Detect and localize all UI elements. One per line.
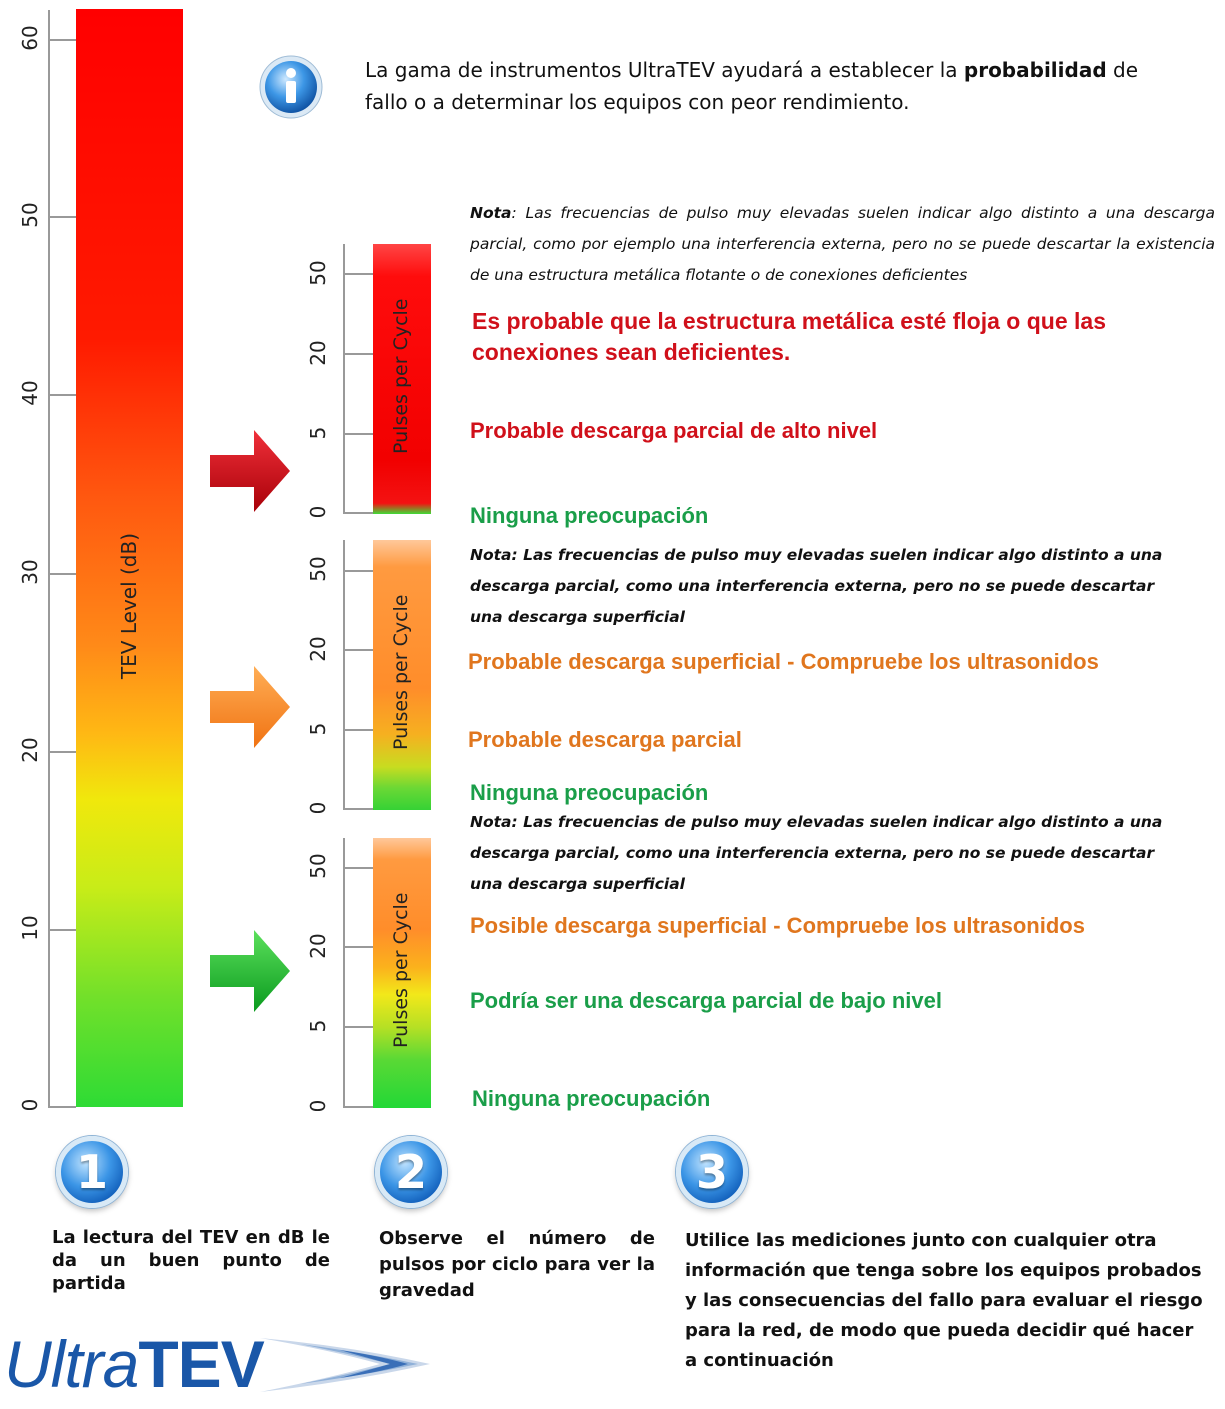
pulse-tick: [343, 570, 373, 572]
pulse-tick: [343, 353, 373, 355]
pulse-tick-label: 0: [306, 505, 330, 519]
pulse-tick: [343, 1026, 373, 1028]
orange-arrow-icon: [208, 664, 292, 750]
tev-tick-40: [48, 394, 76, 396]
red-arrow-icon: [208, 428, 292, 514]
step-3-text: Utilice las mediciones junto con cualquier otra información que tenga sobre los equipos probados y las consecuencias del fallo para evaluar el riesgo para la red, de modo que pueda decidir qué hacer a continuación: [685, 1230, 1203, 1371]
high-line-3: Ninguna preocupación: [470, 503, 709, 528]
low-line-1: Posible descarga superficial - Compruebe los ultrasonidos: [470, 913, 1085, 938]
pulse-tick-label: 20: [306, 340, 330, 366]
pulse-tick-label: 0: [306, 801, 330, 815]
pulse-tick: [343, 729, 373, 731]
step-1-text: La lectura del TEV en dB le da un buen punto de partida: [52, 1227, 330, 1294]
low-line-2: Podría ser una descarga parcial de bajo nivel: [470, 988, 942, 1013]
tev-tick-50: [48, 216, 76, 218]
pulse-tick-label: 5: [306, 1019, 330, 1033]
pulse-tick: [343, 808, 373, 810]
tev-tick-label-50: 50: [18, 202, 42, 228]
pulse-bar-label: Pulses per Cycle: [390, 594, 412, 750]
tev-tick-30: [48, 573, 76, 575]
tev-tick-20: [48, 751, 76, 753]
tev-tick-label-60: 60: [18, 25, 42, 51]
pulse-axis-line: [343, 244, 345, 514]
pulse-tick-label: 50: [306, 853, 330, 879]
step-2-icon: 2: [375, 1136, 447, 1208]
ultratev-logo: [0, 1318, 460, 1408]
green-arrow-icon: [208, 928, 292, 1014]
tev-tick-label-40: 40: [18, 380, 42, 406]
info-text: [365, 54, 1165, 118]
pulse-tick: [343, 649, 373, 651]
note-high: [470, 198, 1215, 291]
logo-text-light: Ultra: [4, 1327, 139, 1401]
pulse-axis-line: [343, 540, 345, 810]
pulse-tick-label: 50: [306, 556, 330, 582]
tev-tick-60: [48, 39, 76, 41]
info-icon: [258, 54, 324, 120]
logo-swoosh-icon: [240, 1324, 440, 1404]
step-3-icon: 3: [676, 1136, 748, 1208]
pulse-tick: [343, 273, 373, 275]
logo-text-bold: TEV: [138, 1327, 264, 1401]
pulse-tick-label: 5: [306, 426, 330, 440]
tev-tick-10: [48, 929, 76, 931]
info-text-after: de fallo o a determinar los equipos con peor rendimiento.: [365, 58, 1138, 114]
pulse-tick-label: 20: [306, 933, 330, 959]
tev-tick-label-10: 10: [18, 915, 42, 941]
info-text-before: La gama de instrumentos UltraTEV ayudará a establecer la: [365, 58, 964, 82]
pulse-tick-label: 5: [306, 722, 330, 736]
mid-line-1: Probable descarga superficial - Compruebe los ultrasonidos: [468, 649, 1099, 674]
pulse-bar-label: Pulses per Cycle: [390, 892, 412, 1048]
pulse-tick: [343, 1106, 373, 1108]
tev-tick-label-30: 30: [18, 559, 42, 585]
pulse-tick-label: 20: [306, 636, 330, 662]
note-text: : Las frecuencias de pulso muy elevadas suelen indicar algo distinto a una descarga parcial, como por ejemplo una interferencia externa, pero no se puede descartar la existencia de una estructura metálica flotante o de conexiones deficientes: [470, 204, 1215, 284]
pulse-tick: [343, 433, 373, 435]
info-text-bold: probabilidad: [963, 58, 1107, 82]
mid-line-3: Ninguna preocupación: [470, 780, 709, 805]
pulse-bar-label: Pulses per Cycle: [390, 298, 412, 454]
tev-tick-label-20: 20: [18, 737, 42, 763]
pulse-axis-line: [343, 838, 345, 1108]
pulse-tick-label: 50: [306, 260, 330, 286]
high-line-2: Probable descarga parcial de alto nivel: [470, 418, 878, 443]
logo-text: [4, 1324, 264, 1404]
mid-line-2: Probable descarga parcial: [468, 727, 742, 752]
tev-tick-label-0: 0: [18, 1098, 42, 1112]
step-2-text: Observe el número de pulsos por ciclo para ver la gravedad: [379, 1228, 655, 1301]
tev-tick-0: [48, 1106, 76, 1108]
pulse-tick-label: 0: [306, 1099, 330, 1113]
note-label: Nota: [470, 204, 512, 222]
pulse-tick: [343, 867, 373, 869]
step-1-icon: 1: [56, 1136, 128, 1208]
high-line-1: Es probable que la estructura metálica esté floja o que las conexiones sean deficientes.: [472, 308, 1106, 365]
tev-level-label: TEV Level (dB): [117, 532, 141, 680]
low-line-3: Ninguna preocupación: [472, 1086, 711, 1111]
note-mid: Nota: Las frecuencias de pulso muy elevadas suelen indicar algo distinto a una descarga parcial, como una interferencia externa, pero no se puede descartar una descarga superficial: [470, 546, 1163, 626]
note-low: Nota: Las frecuencias de pulso muy elevadas suelen indicar algo distinto a una descarga parcial, como una interferencia externa, pero no se puede descartar una descarga superficial: [470, 813, 1163, 893]
pulse-tick: [343, 512, 373, 514]
tev-axis-line: [48, 10, 50, 1108]
pulse-tick: [343, 946, 373, 948]
